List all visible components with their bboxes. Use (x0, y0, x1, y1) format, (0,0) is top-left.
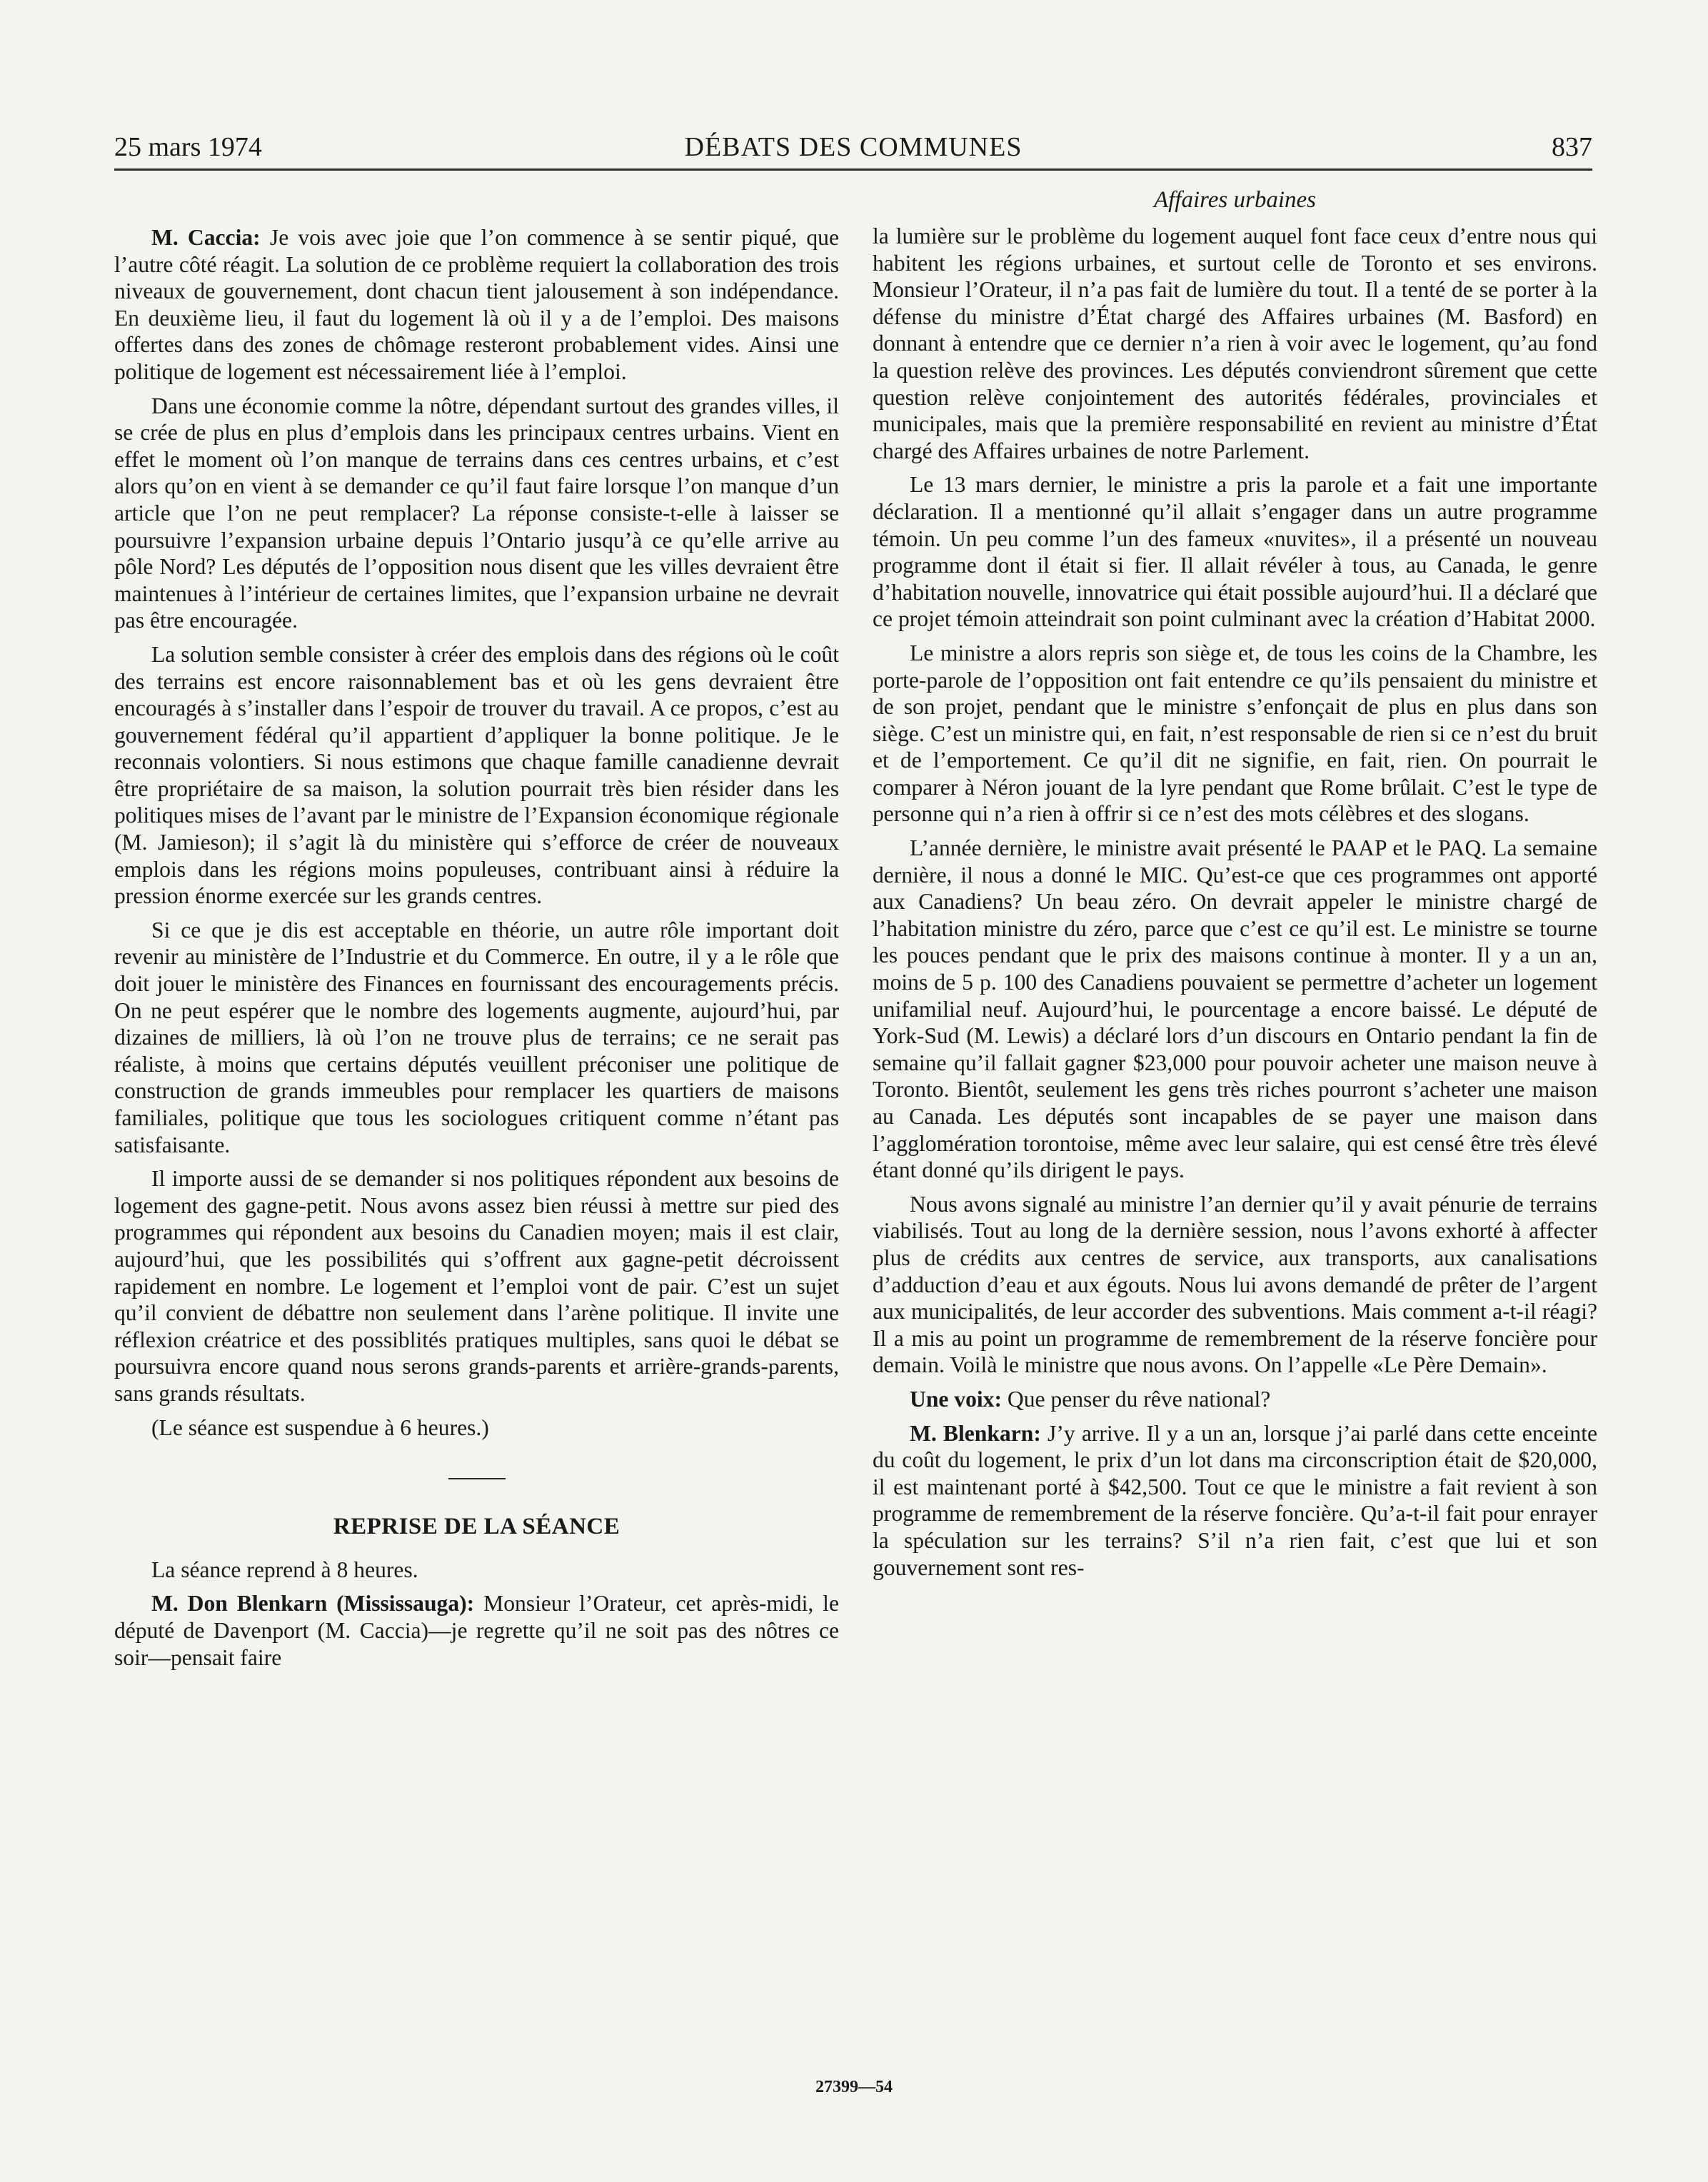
speaker-name: M. Caccia: (151, 225, 261, 250)
paragraph: Si ce que je dis est acceptable en théorie, un autre rôle important doit revenir au ministère de l’Industrie et du Commerce. En outre, il y a le rôle que doit jouer le ministère des Finances en fournissant des encouragements précis. On ne peut espérer que le nombre des logements augmente, aujourd’hui, par dizaines de milliers, là où l’on ne trouve plus de terrains; ce ne serait pas réaliste, à moins que certains députés veuillent préconiser une politique de construction de grands immeubles pour remplacer les quartiers de maisons familiales, politique que tous les sociologues critiquent comme n’étant pas satisfaisante. (114, 917, 839, 1157)
right-column (873, 223, 1597, 1588)
speech-text: Monsieur l’Orateur, cet après-midi, le député de Davenport (M. Caccia)—je regrette qu’il ne soit pas des nôtres ce soir—pensait faire (114, 1591, 839, 1670)
paragraph: Le 13 mars dernier, le ministre a pris la parole et a fait une importante déclaration. Il a mentionné qu’il allait s’engager dans un autre programme témoin. Un peu comme l’un des fameux «nuvites», il a présenté un nouveau programme dont il était si fier. Il allait révéler à tous, au Canada, le genre d’habitation nouvelle, innovatrice qui était possible aujourd’hui. Il a déclaré que ce projet témoin atteindrait son point culminant avec la création d’Habitat 2000. (873, 472, 1597, 632)
header-date: 25 mars 1974 (114, 132, 262, 162)
header-title: DÉBATS DES COMMUNES (684, 132, 1023, 162)
speaker-name: Une voix: (910, 1386, 1002, 1412)
paragraph (114, 1590, 839, 1671)
speaker-name: M. Blenkarn: (910, 1420, 1041, 1446)
suspension-note: (Le séance est suspendue à 6 heures.) (151, 1414, 489, 1440)
paragraph (114, 224, 839, 386)
running-header (114, 127, 1592, 171)
paragraph: Dans une économie comme la nôtre, dépendant surtout des grandes villes, il se crée de plus en plus d’emplois dans les principaux centres urbains. Vient en effet le moment où l’on manque de terrains dans ces centres urbains, et c’est alors qu’on en vient à se demander ce qu’il faut faire lorsque l’on manque d’un article que l’on ne peut remplacer? La réponse consiste-t-elle à laisser se poursuivre l’expansion urbaine depuis l’Ontario jusqu’à ce qu’elle arrive au pôle Nord? Les députés de l’opposition nous disent que les villes devraient être maintenues à l’intérieur de certaines limites, que l’expansion urbaine ne devrait pas être encouragée. (114, 393, 839, 633)
speech-text: J’y arrive. Il y a un an, lorsque j’ai parlé dans cette enceinte du coût du logement, le prix d’un lot dans ma circonscription était de $20,000, il est maintenant porté à $42,500. Tout ce que le ministre a fait revient à son programme de remembrement de la réserve foncière. Qu’a-t-il fait pour enrayer la spéculation sur les terrains? S’il n’a rien fait, c’est que lui et son gouvernement sont res- (873, 1420, 1597, 1580)
section-rubric: Affaires urbaines (1153, 187, 1317, 213)
paragraph: L’année dernière, le ministre avait présenté le PAAP et le PAQ. La semaine dernière, il nous a donné le MIC. Qu’est-ce que ces programmes ont apporté aux Canadiens? Un beau zéro. On devrait appeler le ministre chargé de l’habitation ministre du zéro, parce que c’est ce qu’il est. Le ministre se tourne les pouces pendant que le prix des maisons continue à monter. Il y a un an, moins de 5 p. 100 des Canadiens pouvaient se permettre d’acheter un logement unifamilial neuf. Aujourd’hui, le pourcentage a encore baissé. Le député de York-Sud (M. Lewis) a déclaré lors d’un discours en Ontario pendant la fin de semaine qu’il fallait gagner $23,000 pour pouvoir acheter une maison neuve à Toronto. Bientôt, seulement les gens très riches pourront s’acheter une maison au Canada. Les députés sont incapables de se payer une maison dans l’agglomération torontoise, même avec leur salaire, qui est censé être très élevé étant donné qu’ils dirigent le pays. (873, 835, 1597, 1183)
speech-text: Que penser du rêve national? (1002, 1386, 1271, 1412)
speaker-name: M. Don Blenkarn (Mississauga): (151, 1591, 475, 1617)
paragraph (873, 1386, 1597, 1413)
speech-text: Je vois avec joie que l’on commence à se sentir piqué, que l’autre côté réagit. La solution de ce problème requiert la collaboration des trois niveaux de gouvernement, dont chacun tient jalousement à son indépendance. En deuxième lieu, il faut du logement là où il y a de l’emploi. Des maisons offertes dans des zones de chômage resteront probablement vides. Ainsi une politique de logement est nécessairement liée à l’emploi. (114, 225, 839, 384)
left-column (114, 224, 839, 1678)
paragraph: la lumière sur le problème du logement auquel font face ceux d’entre nous qui habitent les régions urbaines, et surtout celle de Toronto et ses environs. Monsieur l’Orateur, il n’a pas fait de lumière du tout. Il a tenté de se porter à la défense du ministre d’État chargé des Affaires urbaines (M. Basford) en donnant à entendre que ce dernier n’a rien à voir avec le logement, qu’au fond la question relève des provinces. Les députés conviendront sûrement que cette question relève conjointement des autorités fédérales, provinciales et municipales, mais que la première responsabilité en revient au ministre d’État chargé des Affaires urbaines de notre Parlement. (873, 223, 1597, 463)
paragraph: Le ministre a alors repris son siège et, de tous les coins de la Chambre, les porte-parole de l’opposition ont fait entendre ce qu’ils pensaient du ministre et de son projet, pendant que le ministre s’enfonçait de plus en plus dans son siège. C’est un ministre qui, en fait, n’est responsable de rien si ce n’est du bruit et de l’emportement. Ce qu’il dit ne signifie, en fait, rien. On pourrait le comparer à Néron jouant de la lyre pendant que Rome brûlait. C’est le type de personne qui n’a rien à offrir si ce n’est des mots célèbres et des slogans. (873, 640, 1597, 827)
header-page-number: 837 (1552, 132, 1592, 162)
paragraph: La solution semble consister à créer des emplois dans des régions où le coût des terrains est encore raisonnablement bas et où les gens devraient être encouragés à s’installer dans l’espoir de trouver du travail. A ce propos, c’est au gouvernement fédéral qu’il appartient d’appliquer la bonne politique. Je le reconnais volontiers. Si nous estimons que chaque famille canadienne devrait être propriétaire de sa maison, la solution pourrait très bien résider dans les politiques mises de l’avant par le ministre de l’Expansion économique régionale (M. Jamieson); il s’agit là du ministère qui s’efforce de créer de nouveaux emplois dans les régions moins populeuses, contribuant ainsi à réduire la pression énorme exercée sur les grands centres. (114, 641, 839, 909)
paragraph (873, 1420, 1597, 1582)
section-heading: REPRISE DE LA SÉANCE (333, 1514, 621, 1540)
paragraph: Il importe aussi de se demander si nos politiques répondent aux besoins de logement des gagne-petit. Nous avons assez bien réussi à mettre sur pied des programmes qui répondent aux besoins du Canadien moyen; mais il est clair, aujourd’hui, que les possibilités qui s’offrent aux gagne-petit décroissent rapidement en nombre. Le logement et l’emploi vont de pair. C’est un sujet qu’il convient de débattre non seulement dans l’arène politique. Il invite une réflexion créatrice et des possiblités pratiques multiples, sans quoi le débat se poursuivra encore quand nous serons grands-parents et arrière-grands-parents, sans grands résultats. (114, 1166, 839, 1406)
printer-code: 27399—54 (815, 2078, 893, 2096)
paragraph: Nous avons signalé au ministre l’an dernier qu’il y avait pénurie de terrains viabilisés. Tout au long de la dernière session, nous l’avons exhorté à affecter plus de crédits aux centres de service, aux transports, aux canalisations d’adduction d’eau et aux égouts. Nous lui avons demandé de prêter de l’argent aux municipalités, de leur accorder des subventions. Mais comment a-t-il réagi? Il a mis au point un programme de remembrement de la réserve foncière pour demain. Voilà le ministre que nous avons. On l’appelle «Le Père Demain». (873, 1191, 1597, 1378)
resume-note: La séance reprend à 8 heures. (151, 1557, 418, 1582)
section-divider (448, 1478, 506, 1479)
